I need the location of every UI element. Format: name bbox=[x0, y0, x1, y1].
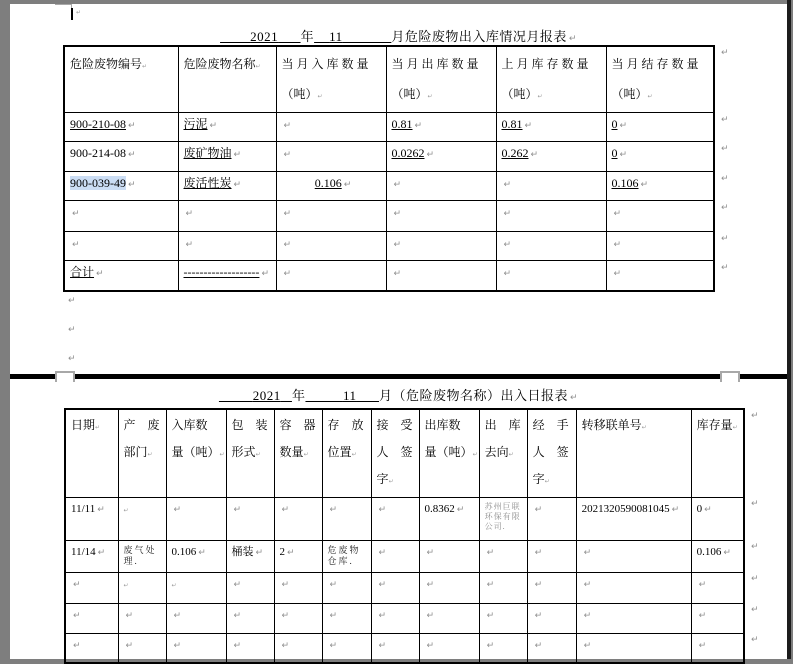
empty-paragraph[interactable] bbox=[66, 319, 76, 348]
table-cell[interactable] bbox=[606, 232, 714, 261]
table-cell[interactable]: 0 ↵ bbox=[691, 497, 744, 540]
table-cell[interactable]: 合计 ↵ bbox=[64, 261, 178, 291]
table-cell[interactable] bbox=[496, 261, 606, 291]
table-cell[interactable] bbox=[496, 232, 606, 261]
paragraph-mark: ↵ bbox=[393, 180, 402, 190]
table-cell[interactable] bbox=[386, 261, 496, 291]
table-row bbox=[65, 540, 744, 572]
table-cell[interactable] bbox=[527, 497, 576, 540]
cell-small-text: 危废物 bbox=[327, 544, 361, 555]
table-cell[interactable]: 11/11 ↵ bbox=[65, 497, 118, 540]
paragraph-mark: ↵ bbox=[68, 354, 76, 364]
cell-small-text: 苏州巨联 bbox=[484, 501, 521, 511]
column-header[interactable]: 接 受 人 签 字↵ bbox=[371, 409, 419, 497]
table-cell[interactable] bbox=[276, 261, 386, 291]
paragraph-mark: ↵ bbox=[426, 547, 435, 558]
table-cell[interactable] bbox=[496, 172, 606, 201]
paragraph-mark: ↵ bbox=[261, 269, 269, 279]
paragraph-mark: ↵ bbox=[426, 640, 435, 651]
cell-small-text: 公司. bbox=[484, 521, 506, 531]
table-cell[interactable]: 900-210-08 ↵ bbox=[64, 113, 178, 142]
text-cursor bbox=[71, 8, 73, 20]
paragraph-mark: ↵ bbox=[378, 579, 387, 590]
paragraph-mark: ↵ bbox=[486, 547, 495, 558]
paragraph-mark: ↵ bbox=[351, 451, 357, 458]
table-cell[interactable] bbox=[479, 540, 527, 572]
paragraph-mark: ↵ bbox=[68, 325, 76, 335]
paragraph-mark: ↵ bbox=[613, 269, 622, 279]
paragraph-mark: ↵ bbox=[486, 610, 495, 621]
paragraph-mark: ↵ bbox=[698, 640, 707, 651]
paragraph-mark: ↵ bbox=[613, 209, 622, 219]
paragraph-mark: ↵ bbox=[721, 234, 729, 244]
empty-paragraph[interactable] bbox=[66, 290, 76, 319]
paragraph-mark: ↵ bbox=[732, 424, 738, 431]
paragraph-mark: ↵ bbox=[508, 451, 514, 458]
paragraph-mark: ↵ bbox=[378, 547, 387, 558]
table-cell[interactable]: ------------------- ↵ bbox=[178, 261, 276, 291]
table-cell[interactable] bbox=[496, 201, 606, 232]
table-cell[interactable]: 污泥 ↵ bbox=[178, 113, 276, 142]
table-cell[interactable] bbox=[419, 572, 479, 603]
paragraph-mark: ↵ bbox=[255, 63, 261, 70]
title-text: 月（危险废物名称）出入日报表 bbox=[378, 388, 568, 403]
table-cell[interactable] bbox=[64, 201, 178, 232]
table-cell[interactable] bbox=[527, 572, 576, 603]
paragraph-mark: ↵ bbox=[329, 640, 338, 651]
paragraph-mark: ↵ bbox=[233, 504, 242, 515]
paragraph-mark: ↵ bbox=[530, 150, 539, 160]
table-cell[interactable] bbox=[226, 572, 274, 603]
table-cell[interactable]: 0.8362 ↵ bbox=[419, 497, 479, 540]
table-cell[interactable] bbox=[274, 497, 322, 540]
table-row bbox=[64, 232, 714, 261]
paragraph-mark: ↵ bbox=[68, 296, 76, 306]
table-cell[interactable]: 废矿物油 ↵ bbox=[178, 142, 276, 172]
column-header[interactable]: 存 放 位置↵ bbox=[322, 409, 371, 497]
table-cell[interactable] bbox=[479, 603, 527, 633]
paragraph-mark: ↵ bbox=[281, 640, 290, 651]
paragraph-mark: ↵ bbox=[751, 542, 759, 552]
table-cell[interactable] bbox=[322, 603, 371, 633]
paragraph-mark: ↵ bbox=[583, 547, 592, 558]
paragraph-mark: ↵ bbox=[173, 504, 182, 515]
table-cell[interactable] bbox=[576, 603, 691, 633]
table-cell[interactable] bbox=[322, 497, 371, 540]
paragraph-mark: ↵ bbox=[233, 579, 242, 590]
daily-report-title bbox=[10, 385, 787, 404]
table-cell[interactable] bbox=[386, 201, 496, 232]
table-cell[interactable]: 11/14 ↵ bbox=[65, 540, 118, 572]
table-cell[interactable] bbox=[386, 232, 496, 261]
table-cell[interactable] bbox=[166, 572, 226, 603]
paragraph-mark: ↵ bbox=[378, 640, 387, 651]
cell-small-text: 仓库. bbox=[327, 555, 354, 566]
column-header[interactable]: 出 库 去向↵ bbox=[479, 409, 527, 497]
window-edge bbox=[787, 0, 791, 659]
paragraph-mark: ↵ bbox=[125, 640, 134, 651]
paragraph-mark: ↵ bbox=[534, 547, 543, 558]
paragraph-mark: ↵ bbox=[283, 121, 292, 131]
paragraph-mark: ↵ bbox=[287, 547, 295, 558]
table-cell[interactable] bbox=[274, 603, 322, 633]
paragraph-mark: ↵ bbox=[534, 640, 543, 651]
title-month: 11 bbox=[342, 388, 357, 403]
monthly-report-table-area bbox=[63, 45, 729, 292]
table-cell[interactable] bbox=[371, 603, 419, 633]
title-year: 2021 bbox=[252, 388, 281, 403]
paragraph-mark: ↵ bbox=[283, 240, 292, 250]
table-cell[interactable] bbox=[64, 172, 178, 201]
table-cell[interactable] bbox=[371, 540, 419, 572]
table-cell[interactable] bbox=[118, 540, 166, 572]
column-header[interactable]: 当 月 结 存 数 量 （吨）↵ bbox=[606, 46, 714, 113]
table-cell[interactable] bbox=[276, 201, 386, 232]
paragraph-mark: ↵ bbox=[125, 610, 134, 621]
paragraph-mark: ↵ bbox=[173, 610, 182, 621]
paragraph-mark: ↵ bbox=[524, 121, 533, 131]
paragraph-mark: ↵ bbox=[613, 240, 622, 250]
page-break-divider bbox=[10, 374, 787, 379]
paragraph-mark: ↵ bbox=[233, 150, 242, 160]
paragraph-mark: ↵ bbox=[456, 504, 465, 515]
paragraph-mark: ↵ bbox=[503, 209, 512, 219]
paragraph-mark: ↵ bbox=[283, 150, 292, 160]
paragraph-mark: ↵ bbox=[503, 240, 512, 250]
paragraph-mark: ↵ bbox=[641, 424, 647, 431]
table-cell[interactable] bbox=[178, 232, 276, 261]
paragraph-mark: ↵ bbox=[751, 635, 759, 645]
paragraph-mark: ↵ bbox=[173, 640, 182, 651]
paragraph-mark: ↵ bbox=[171, 581, 177, 589]
table-cell[interactable] bbox=[276, 142, 386, 172]
title-month: 11 bbox=[329, 29, 343, 44]
paragraph-mark: ↵ bbox=[414, 121, 423, 131]
table-cell[interactable] bbox=[118, 497, 166, 540]
selected-text[interactable]: 900-039-49 bbox=[70, 176, 126, 190]
table-cell[interactable] bbox=[419, 603, 479, 633]
paragraph-mark: ↵ bbox=[123, 506, 129, 514]
paragraph-mark: ↵ bbox=[76, 9, 82, 16]
table-cell[interactable] bbox=[576, 572, 691, 603]
paragraph-mark: ↵ bbox=[486, 640, 495, 651]
paragraph-mark: ↵ bbox=[378, 504, 387, 515]
header-row bbox=[65, 409, 744, 497]
table-cell[interactable] bbox=[479, 572, 527, 603]
monthly-report-table bbox=[63, 45, 715, 292]
paragraph-mark: ↵ bbox=[472, 451, 478, 458]
paragraph-mark: ↵ bbox=[426, 150, 435, 160]
table-cell[interactable] bbox=[276, 232, 386, 261]
paragraph-mark: ↵ bbox=[233, 640, 242, 651]
paragraph-mark: ↵ bbox=[283, 269, 292, 279]
monthly-report-title bbox=[10, 26, 787, 45]
paragraph-mark: ↵ bbox=[583, 610, 592, 621]
paragraph-mark: ↵ bbox=[96, 269, 104, 279]
title-year-label: 年 bbox=[291, 388, 306, 403]
table-cell[interactable] bbox=[274, 572, 322, 603]
empty-paragraphs bbox=[66, 290, 76, 377]
table-row bbox=[64, 261, 714, 291]
daily-report-table bbox=[64, 408, 745, 664]
column-header[interactable]: 危险废物编号↵ bbox=[64, 46, 178, 113]
column-header[interactable]: 当 月 入 库 数 量 （吨）↵ bbox=[276, 46, 386, 113]
paragraph-mark: ↵ bbox=[486, 579, 495, 590]
paragraph-mark: ↵ bbox=[185, 209, 194, 219]
column-header[interactable]: 包 装 形式↵ bbox=[226, 409, 274, 497]
paragraph-mark: ↵ bbox=[281, 579, 290, 590]
paragraph-mark: ↵ bbox=[281, 504, 290, 515]
table-cell[interactable] bbox=[118, 603, 166, 633]
paragraph-mark: ↵ bbox=[329, 579, 338, 590]
table-cell[interactable] bbox=[371, 572, 419, 603]
paragraph-mark: ↵ bbox=[751, 574, 759, 584]
column-header[interactable]: 产 废 部门↵ bbox=[118, 409, 166, 497]
paragraph-mark: ↵ bbox=[303, 451, 309, 458]
paragraph-mark: ↵ bbox=[698, 579, 707, 590]
column-header[interactable]: 经 手 人 签 字↵ bbox=[527, 409, 576, 497]
paragraph-mark: ↵ bbox=[537, 93, 543, 100]
column-header[interactable]: 入库数 量（吨）↵ bbox=[166, 409, 226, 497]
table-cell[interactable] bbox=[226, 497, 274, 540]
paragraph-mark: ↵ bbox=[95, 424, 101, 431]
margin-marker-left bbox=[55, 371, 75, 382]
table-cell[interactable] bbox=[691, 603, 744, 633]
paragraph-mark: ↵ bbox=[209, 121, 218, 131]
table-row bbox=[65, 603, 744, 633]
table-row bbox=[65, 572, 744, 603]
paragraph-mark: ↵ bbox=[73, 610, 81, 621]
table-cell[interactable] bbox=[527, 603, 576, 633]
paragraph-mark: ↵ bbox=[534, 610, 543, 621]
paragraph-mark: ↵ bbox=[142, 63, 148, 70]
table-row bbox=[64, 201, 714, 232]
paragraph-mark: ↵ bbox=[388, 478, 394, 485]
table-cell[interactable] bbox=[606, 261, 714, 291]
cell-small-text: 理. bbox=[123, 555, 139, 566]
table-cell[interactable] bbox=[178, 201, 276, 232]
paragraph-mark: ↵ bbox=[640, 180, 649, 190]
paragraph-mark: ↵ bbox=[72, 240, 80, 250]
column-header[interactable]: 危险废物名称↵ bbox=[178, 46, 276, 113]
daily-report-table-area bbox=[64, 408, 759, 664]
paragraph-mark: ↵ bbox=[671, 504, 680, 515]
paragraph-mark: ↵ bbox=[128, 121, 136, 131]
table-cell[interactable]: 0.81 ↵ bbox=[386, 113, 496, 142]
paragraph-mark: ↵ bbox=[393, 209, 402, 219]
paragraph-mark: ↵ bbox=[544, 478, 550, 485]
paragraph-mark: ↵ bbox=[427, 93, 433, 100]
paragraph-mark: ↵ bbox=[568, 34, 577, 44]
paragraph-mark: ↵ bbox=[723, 547, 731, 558]
paragraph-mark: ↵ bbox=[503, 269, 512, 279]
paragraph-mark: ↵ bbox=[751, 499, 759, 509]
paragraph-mark: ↵ bbox=[426, 610, 435, 621]
table-cell[interactable] bbox=[118, 572, 166, 603]
paragraph-mark: ↵ bbox=[619, 121, 628, 131]
table-row bbox=[64, 142, 714, 172]
table-cell[interactable]: 0 ↵ bbox=[606, 113, 714, 142]
paragraph-mark: ↵ bbox=[393, 269, 402, 279]
paragraph-mark: ↵ bbox=[721, 144, 729, 154]
table-cell[interactable] bbox=[322, 540, 371, 572]
paragraph-mark: ↵ bbox=[751, 605, 759, 615]
paragraph-mark: ↵ bbox=[534, 504, 543, 515]
table-cell[interactable]: 0 ↵ bbox=[606, 142, 714, 172]
table-cell[interactable] bbox=[479, 497, 527, 540]
cell-small-text: 环保有限 bbox=[484, 511, 521, 521]
paragraph-mark: ↵ bbox=[721, 48, 729, 58]
paragraph-mark: ↵ bbox=[97, 504, 105, 515]
paragraph-mark: ↵ bbox=[329, 504, 338, 515]
paragraph-mark: ↵ bbox=[698, 610, 707, 621]
table-cell[interactable] bbox=[371, 497, 419, 540]
title-year-label: 年 bbox=[300, 29, 315, 44]
table-cell[interactable] bbox=[386, 172, 496, 201]
table-cell[interactable]: 0.0262 ↵ bbox=[386, 142, 496, 172]
paragraph-mark: ↵ bbox=[426, 579, 435, 590]
paragraph-mark: ↵ bbox=[255, 451, 261, 458]
paragraph-mark: ↵ bbox=[721, 263, 729, 273]
title-year: 2021 bbox=[250, 29, 279, 44]
column-header[interactable]: 上 月 库 存 数 量 （吨）↵ bbox=[496, 46, 606, 113]
paragraph-mark: ↵ bbox=[503, 180, 512, 190]
column-header[interactable]: 日期↵ bbox=[65, 409, 118, 497]
table-cell[interactable]: 废活性炭 ↵ bbox=[178, 172, 276, 201]
table-cell[interactable] bbox=[166, 497, 226, 540]
table-cell[interactable]: 900-214-08 ↵ bbox=[64, 142, 178, 172]
column-header[interactable]: 库存量↵ bbox=[691, 409, 744, 497]
paragraph-mark: ↵ bbox=[233, 180, 242, 190]
cell-small-text: 废气处 bbox=[123, 544, 157, 555]
table-cell[interactable]: 桶装 ↵ bbox=[226, 540, 274, 572]
table-cell[interactable] bbox=[65, 603, 118, 633]
paragraph-mark: ↵ bbox=[219, 451, 225, 458]
paragraph-mark: ↵ bbox=[233, 610, 242, 621]
text-boundary-corner bbox=[55, 4, 72, 10]
paragraph-mark: ↵ bbox=[198, 547, 206, 558]
paragraph-mark: ↵ bbox=[255, 547, 264, 558]
title-text: 月危险废物出入库情况月报表 bbox=[391, 29, 567, 44]
paragraph-mark: ↵ bbox=[721, 203, 729, 213]
paragraph-mark: ↵ bbox=[378, 610, 387, 621]
table-cell[interactable] bbox=[65, 572, 118, 603]
paragraph-mark: ↵ bbox=[283, 209, 292, 219]
table-cell[interactable] bbox=[276, 113, 386, 142]
paragraph-mark: ↵ bbox=[97, 547, 106, 558]
table-cell[interactable] bbox=[527, 540, 576, 572]
table-row bbox=[64, 172, 714, 201]
table-cell[interactable] bbox=[691, 572, 744, 603]
table-cell[interactable]: 0.106 ↵ bbox=[606, 172, 714, 201]
paragraph-mark: ↵ bbox=[128, 150, 136, 160]
paragraph-mark: ↵ bbox=[343, 180, 352, 190]
table-cell[interactable] bbox=[64, 232, 178, 261]
column-header[interactable]: 转移联单号↵ bbox=[576, 409, 691, 497]
paragraph-mark: ↵ bbox=[721, 174, 729, 184]
table-cell[interactable]: 2021320590081045 ↵ bbox=[576, 497, 691, 540]
paragraph-mark: ↵ bbox=[281, 610, 290, 621]
paragraph-mark: ↵ bbox=[128, 180, 136, 190]
column-header[interactable]: 容 器 数量↵ bbox=[274, 409, 322, 497]
margin-marker-right bbox=[720, 371, 740, 382]
paragraph-mark: ↵ bbox=[721, 115, 729, 125]
paragraph-mark: ↵ bbox=[647, 93, 653, 100]
column-header[interactable]: 当 月 出 库 数 量 （吨）↵ bbox=[386, 46, 496, 113]
paragraph-mark: ↵ bbox=[534, 579, 543, 590]
paragraph-mark: ↵ bbox=[72, 209, 80, 219]
table-cell[interactable]: 2 ↵ bbox=[274, 540, 322, 572]
header-row bbox=[64, 46, 714, 113]
table-cell[interactable] bbox=[322, 572, 371, 603]
table-cell[interactable]: 0.106 ↵ bbox=[691, 540, 744, 572]
paragraph-mark: ↵ bbox=[751, 411, 759, 421]
table-cell[interactable] bbox=[606, 201, 714, 232]
table-cell[interactable]: 0.81 ↵ bbox=[496, 113, 606, 142]
table-cell[interactable]: 0.106 ↵ bbox=[276, 172, 386, 201]
paragraph-mark: ↵ bbox=[329, 610, 338, 621]
table-row bbox=[64, 113, 714, 142]
table-cell[interactable]: 0.262 ↵ bbox=[496, 142, 606, 172]
paragraph-mark: ↵ bbox=[147, 451, 153, 458]
paragraph-mark: ↵ bbox=[619, 150, 628, 160]
table-cell[interactable] bbox=[576, 540, 691, 572]
paragraph-mark: ↵ bbox=[73, 579, 81, 590]
paragraph-mark: ↵ bbox=[393, 240, 402, 250]
table-cell[interactable] bbox=[419, 540, 479, 572]
column-header[interactable]: 出库数 量（吨）↵ bbox=[419, 409, 479, 497]
paragraph-mark: ↵ bbox=[317, 93, 323, 100]
table-cell[interactable]: 0.106 ↵ bbox=[166, 540, 226, 572]
paragraph-mark: ↵ bbox=[73, 640, 81, 651]
paragraph-mark: ↵ bbox=[704, 504, 712, 515]
paragraph-mark: ↵ bbox=[123, 581, 129, 589]
table-cell[interactable] bbox=[166, 603, 226, 633]
paragraph-mark: ↵ bbox=[583, 640, 592, 651]
table-row bbox=[65, 497, 744, 540]
paragraph-mark: ↵ bbox=[185, 240, 194, 250]
table-cell[interactable] bbox=[226, 603, 274, 633]
paragraph-mark: ↵ bbox=[583, 579, 592, 590]
paragraph-mark: ↵ bbox=[570, 393, 579, 403]
